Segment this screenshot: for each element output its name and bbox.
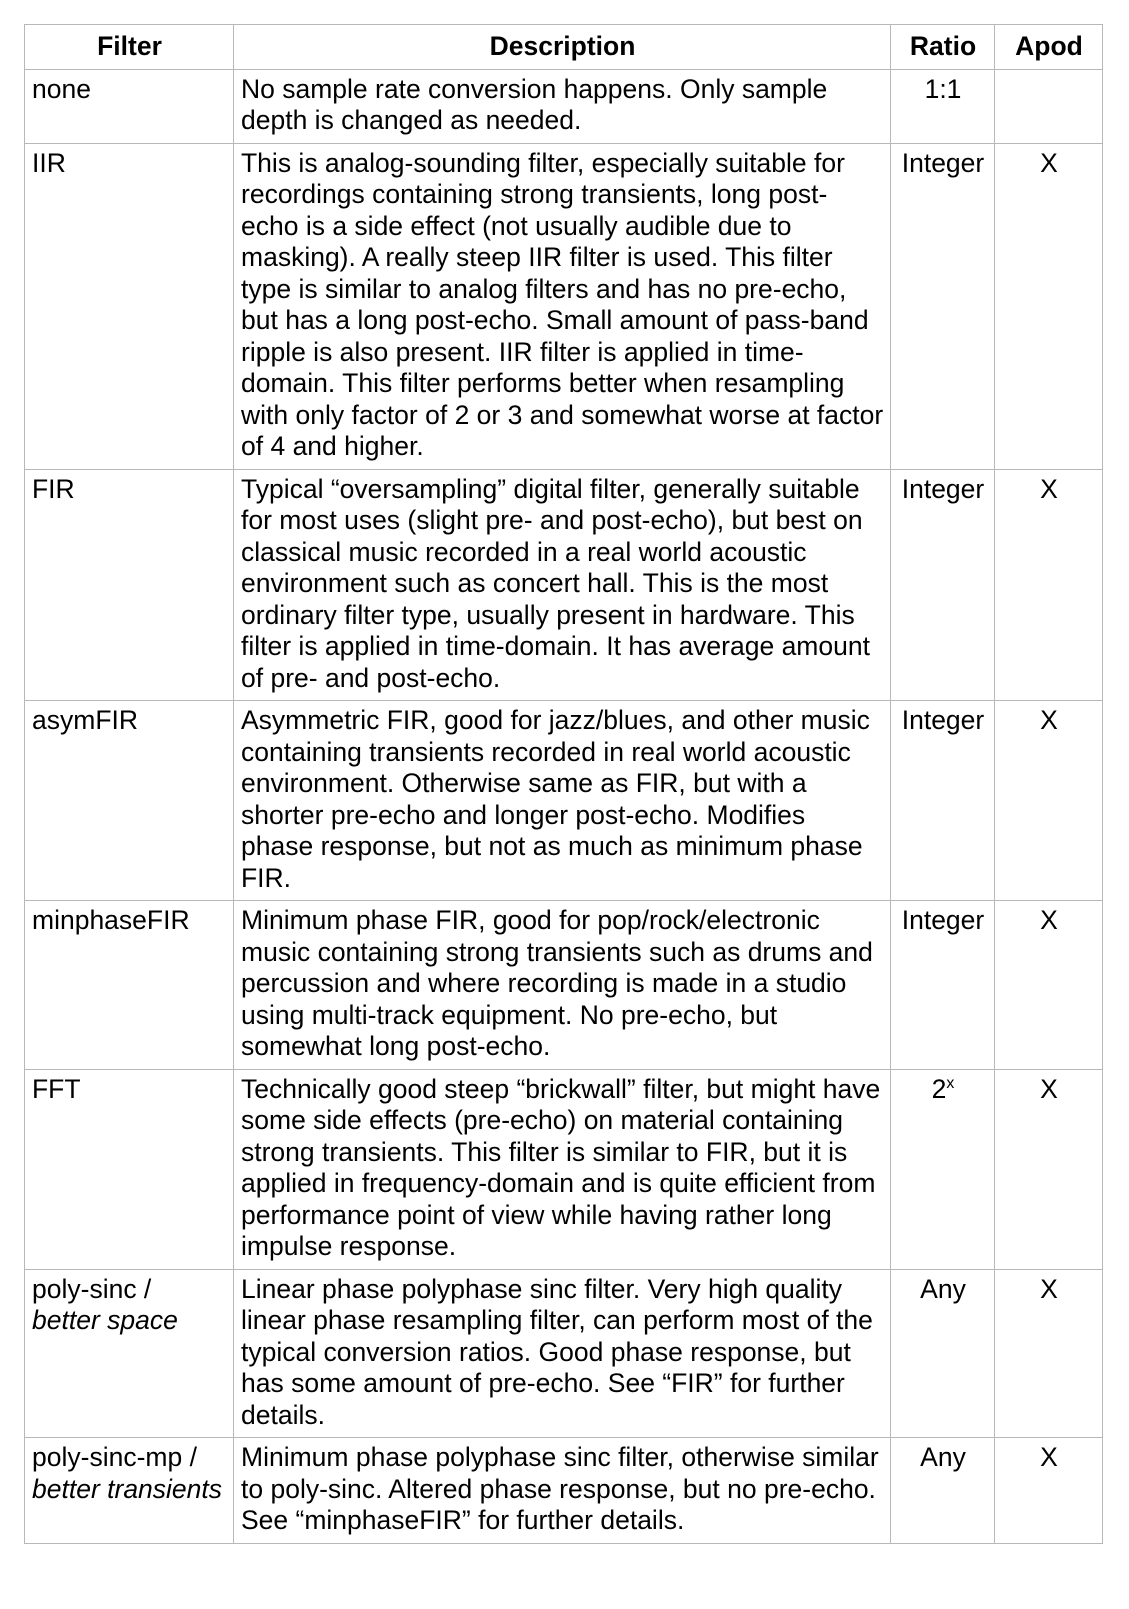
ratio-cell	[891, 901, 995, 1070]
filter-cell	[25, 69, 234, 143]
filter-cell	[25, 1269, 234, 1438]
description-cell: Minimum phase polyphase sinc filter, otherwise similar to poly-sinc. Altered phase response, but no pre-echo. See “minphaseFIR” for further details.	[234, 1438, 891, 1544]
ratio-value: Integer	[901, 905, 985, 935]
description-cell: Technically good steep “brickwall” filter, but might have some side effects (pre-echo) on material containing strong transients. This filter is similar to FIR, but it is applied in frequency-domain and is quite efficient from performance point of view while having rather long impulse response.	[234, 1069, 891, 1269]
filter-name: asymFIR	[32, 705, 138, 735]
apod-cell: X	[995, 1438, 1103, 1544]
table-row	[25, 701, 1103, 901]
description-cell: Asymmetric FIR, good for jazz/blues, and other music containing transients recorded in real world acoustic environment. Otherwise same as FIR, but with a shorter pre-echo and longer post-echo. Modifies phase response, but not as much as minimum phase FIR.	[234, 701, 891, 901]
header-apod: Apod	[995, 25, 1103, 70]
filter-name: none	[32, 73, 91, 104]
apod-cell: X	[995, 143, 1103, 469]
ratio-value: 1:1	[924, 73, 962, 104]
filter-name: poly-sinc-mp /	[32, 1442, 197, 1472]
filter-cell	[25, 901, 234, 1070]
filter-name: IIR	[32, 147, 66, 178]
header-filter: Filter	[25, 25, 234, 70]
ratio-cell	[891, 1438, 995, 1544]
ratio-value: 2	[931, 1073, 947, 1104]
table-row	[25, 901, 1103, 1070]
apod-cell: X	[995, 1069, 1103, 1269]
table-row	[25, 143, 1103, 469]
ratio-value: Any	[920, 1442, 966, 1472]
filter-name: FFT	[32, 1073, 81, 1104]
ratio-cell	[891, 143, 995, 469]
ratio-value: Any	[920, 1273, 966, 1304]
apod-cell: X	[995, 701, 1103, 901]
filter-alt-name: better space	[32, 1305, 178, 1335]
filter-name: poly-sinc /	[32, 1273, 152, 1304]
ratio-value: Integer	[901, 473, 985, 504]
ratio-cell	[891, 1069, 995, 1269]
description-cell: Minimum phase FIR, good for pop/rock/electronic music containing strong transients such as drums and percussion and where recording is made in a studio using multi-track equipment. No pre-echo, but somewhat long post-echo.	[234, 901, 891, 1070]
table-row	[25, 1269, 1103, 1438]
ratio-cell	[891, 1269, 995, 1438]
description-cell: No sample rate conversion happens. Only sample depth is changed as needed.	[234, 69, 891, 143]
table-row	[25, 69, 1103, 143]
filter-cell	[25, 469, 234, 701]
table-row	[25, 1438, 1103, 1544]
ratio-cell	[891, 701, 995, 901]
ratio-cell	[891, 469, 995, 701]
table-row	[25, 1069, 1103, 1269]
header-row	[25, 25, 1103, 70]
description-cell: Linear phase polyphase sinc filter. Very high quality linear phase resampling filter, can perform most of the typical conversion ratios. Good phase response, but has some amount of pre-echo. See “FIR” for further details.	[234, 1269, 891, 1438]
description-cell: This is analog-sounding filter, especially suitable for recordings containing strong transients, long post-echo is a side effect (not usually audible due to masking). A really steep IIR filter is used. This filter type is similar to analog filters and has no pre-echo, but has a long post-echo. Small amount of pass-band ripple is also present. IIR filter is applied in time-domain. This filter performs better when resampling with only factor of 2 or 3 and somewhat worse at factor of 4 and higher.	[234, 143, 891, 469]
apod-cell: X	[995, 1269, 1103, 1438]
apod-cell	[995, 69, 1103, 143]
filter-name: FIR	[32, 473, 75, 504]
filter-table	[24, 24, 1103, 1544]
apod-cell: X	[995, 469, 1103, 701]
header-ratio: Ratio	[891, 25, 995, 70]
table-row	[25, 469, 1103, 701]
description-cell: Typical “oversampling” digital filter, generally suitable for most uses (slight pre- and post-echo), but best on classical music recorded in a real world acoustic environment such as concert hall. This is the most ordinary filter type, usually present in hardware. This filter is applied in time-domain. It has average amount of pre- and post-echo.	[234, 469, 891, 701]
ratio-value: Integer	[901, 147, 985, 178]
filter-cell	[25, 701, 234, 901]
filter-name: minphaseFIR	[32, 905, 190, 935]
apod-cell: X	[995, 901, 1103, 1070]
filter-cell	[25, 1438, 234, 1544]
filter-cell	[25, 143, 234, 469]
ratio-value: Integer	[901, 705, 985, 735]
filter-cell	[25, 1069, 234, 1269]
filter-alt-name: better transients	[32, 1473, 223, 1504]
ratio-cell	[891, 69, 995, 143]
ratio-exponent: x	[946, 1074, 955, 1092]
header-description: Description	[234, 25, 891, 70]
